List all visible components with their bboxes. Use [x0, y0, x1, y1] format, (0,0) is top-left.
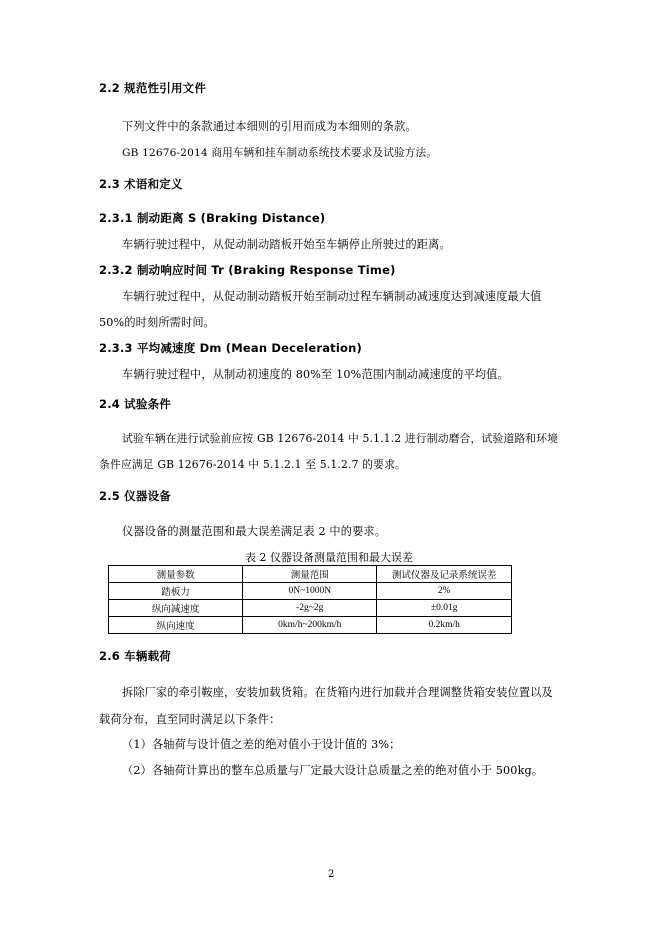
table-row — [109, 583, 512, 600]
table-header-row — [109, 566, 512, 583]
section-2-6-paragraph-line-2: 载荷分布，直至同时满足以下条件： — [99, 713, 281, 726]
section-2-2-paragraph-1: 下列文件中的条款通过本细则的引用而成为本细则的条款。 — [122, 120, 417, 133]
term-2-3-2-definition-line-1: 车辆行驶过程中，从促动制动踏板开始至制动过程车辆制动减速度达到减速度最大值 — [122, 290, 542, 303]
table-cell: 纵向减速度 — [109, 600, 243, 617]
term-2-3-2-heading: 2.3.2 制动响应时间 Tr (Braking Response Time) — [99, 263, 396, 277]
section-2-6-paragraph-line-1: 拆除厂家的牵引鞍座，安装加载货箱。在货箱内进行加载并合理调整货箱安装位置以及 — [122, 686, 553, 699]
section-2-4-heading: 2.4 试验条件 — [99, 397, 171, 411]
table-header-cell: 测量参数 — [109, 566, 243, 583]
table-row — [109, 617, 512, 634]
instrument-table — [108, 565, 512, 634]
section-2-5-paragraph: 仪器设备的测量范围和最大误差满足表 2 中的要求。 — [122, 525, 387, 538]
condition-item-1: （1）各轴荷与设计值之差的绝对值小于设计值的 3%； — [122, 738, 401, 751]
term-2-3-1-definition: 车辆行驶过程中，从促动制动踏板开始至车辆停止所驶过的距离。 — [122, 238, 451, 251]
table-cell: 2% — [377, 583, 512, 600]
term-2-3-3-heading: 2.3.3 平均减速度 Dm (Mean Deceleration) — [99, 341, 362, 355]
section-2-5-heading: 2.5 仪器设备 — [99, 489, 171, 503]
term-2-3-1-heading: 2.3.1 制动距离 S (Braking Distance) — [99, 211, 326, 225]
table-caption: 表 2 仪器设备测量范围和最大误差 — [245, 551, 413, 564]
condition-item-2: （2）各轴荷计算出的整车总质量与厂定最大设计总质量之差的绝对值小于 500kg。 — [122, 764, 544, 777]
table-cell: 踏板力 — [109, 583, 243, 600]
section-2-2-heading: 2.2 规范性引用文件 — [99, 81, 207, 95]
page-number: 2 — [328, 869, 335, 880]
term-2-3-3-definition: 车辆行驶过程中，从制动初速度的 80%至 10%范围内制动减速度的平均值。 — [122, 368, 509, 381]
table-header-cell: 测试仪器及记录系统误差 — [377, 566, 512, 583]
table-header-cell: 测量范围 — [243, 566, 377, 583]
table-cell: 0.2km/h — [377, 617, 512, 634]
section-2-2-paragraph-2: GB 12676-2014 商用车辆和挂车制动系统技术要求及试验方法。 — [122, 147, 437, 159]
table-cell: 0km/h~200km/h — [243, 617, 377, 634]
table-cell: -2g~2g — [243, 600, 377, 617]
table-row — [109, 600, 512, 617]
section-2-3-heading: 2.3 术语和定义 — [99, 177, 183, 191]
table-cell: 纵向速度 — [109, 617, 243, 634]
section-2-4-paragraph-line-1: 试验车辆在进行试验前应按 GB 12676-2014 中 5.1.1.2 进行制动磨合，试验道路和环境 — [122, 432, 559, 445]
term-2-3-2-definition-line-2: 50%的时刻所需时间。 — [99, 316, 216, 329]
table-cell: 0N~1000N — [243, 583, 377, 600]
table-cell: ±0.01g — [377, 600, 512, 617]
section-2-6-heading: 2.6 车辆载荷 — [99, 649, 171, 663]
section-2-4-paragraph-line-2: 条件应满足 GB 12676-2014 中 5.1.2.1 至 5.1.2.7 的要求。 — [99, 458, 406, 471]
